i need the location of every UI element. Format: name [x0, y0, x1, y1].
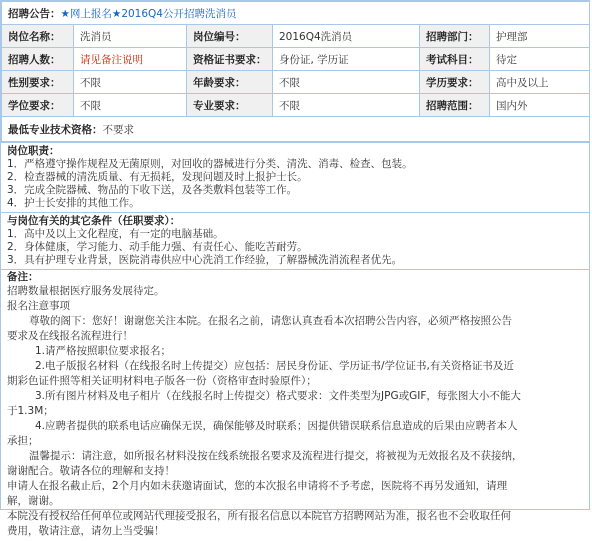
- header-row: [2, 2, 590, 25]
- exam-value: 待定: [490, 48, 590, 71]
- duties-title: 岗位职责：: [7, 145, 60, 157]
- major-label: 专业要求：: [187, 94, 273, 117]
- position-code-value: 2016Q4洗消员: [273, 25, 420, 48]
- education-value: 高中及以上: [490, 71, 590, 94]
- duty-item: 4．护士长安排的其他工作。: [7, 197, 140, 209]
- conditions-title: 与岗位有关的其它条件（任职要求）：: [7, 215, 181, 227]
- skill-label: 最低专业技术资格：: [8, 123, 103, 136]
- duty-item: 2．检查器械的清洗质量、有无损耗，发现问题及时上报护士长。: [7, 171, 308, 183]
- posting-title: ★网上报名★2016Q4公开招聘洗消员: [60, 7, 237, 20]
- duties-section: [1, 142, 589, 212]
- note-line: 解，谢谢。: [7, 495, 60, 507]
- age-value: 不限: [273, 71, 420, 94]
- note-line: 承担；: [7, 435, 39, 447]
- condition-item: 2．身体健康，学习能力、动手能力强、有责任心、能吃苦耐劳。: [7, 241, 308, 253]
- note-line: 1.请严格按照职位要求报名；: [35, 345, 172, 357]
- row-degree: [2, 94, 590, 117]
- education-label: 学历要求：: [420, 71, 490, 94]
- duty-item: 1．严格遵守操作规程及无菌原则，对回收的器械进行分类、清洗、消毒、检查、包装。: [7, 158, 413, 170]
- note-line: 费用，敬请注意，请勿上当受骗！: [7, 525, 165, 537]
- age-label: 年龄要求：: [187, 71, 273, 94]
- department-label: 招聘部门：: [420, 25, 490, 48]
- note-line: 期彩色证件照等相关证明材料电子版各一份（资格审查时验原件）；: [7, 375, 317, 387]
- scope-label: 招聘范围：: [420, 94, 490, 117]
- condition-item: 1．高中及以上文化程度，有一定的电脑基础。: [7, 228, 224, 240]
- note-line: 招聘数量根据医疗服务发展待定。: [7, 285, 165, 297]
- department-value: 护理部: [490, 25, 590, 48]
- note-line: 申请人在报名截止后，2个月内如未获邀请面试，您的本次报名申请将不予考虑，医院将不再另发通知，请理: [7, 480, 508, 492]
- degree-label: 学位要求：: [2, 94, 74, 117]
- row-headcount: [2, 48, 590, 71]
- note-line: 2.电子版报名材料（在线报名时上传提交）应包括：居民身份证、学历证书/学位证书,有关资格证书及近: [35, 360, 514, 372]
- position-code-label: 岗位编号：: [187, 25, 273, 48]
- exam-label: 考试科目：: [420, 48, 490, 71]
- row-skill: [2, 117, 590, 142]
- notes-section: [1, 269, 589, 541]
- posting-header: [2, 2, 590, 25]
- job-info-table: [1, 1, 590, 142]
- row-gender: [2, 71, 590, 94]
- major-value: 不限: [273, 94, 420, 117]
- headcount-value: 请见备注说明: [74, 48, 187, 71]
- note-line: 本院没有授权给任何单位或网站代理接受报名，所有报名信息以本院官方招聘网站为准，报名也不会收取任何: [7, 510, 511, 522]
- note-line: 于1.3M；: [7, 405, 54, 417]
- cert-value: 身份证, 学历证: [273, 48, 420, 71]
- note-line: 谢谢配合。敬请各位的理解和支持！: [7, 465, 175, 477]
- conditions-section: [1, 212, 589, 269]
- header-label: 招聘公告：: [8, 7, 61, 20]
- condition-item: 3．具有护理专业背景，医院消毒供应中心洗消工作经验，了解器械洗消流程者优先。: [7, 254, 403, 266]
- duty-item: 3．完成全院器械、物品的下收下送，及各类敷料包装等工作。: [7, 184, 298, 196]
- note-line: 报名注意事项: [7, 300, 70, 312]
- note-line: 要求及在线报名流程进行！: [7, 330, 133, 342]
- note-line: 4.应聘者提供的联系电话应确保无误，确保能够及时联系；因提供错误联系信息造成的后果由应聘者本人: [35, 420, 518, 432]
- headcount-label: 招聘人数：: [2, 48, 74, 71]
- gender-value: 不限: [74, 71, 187, 94]
- scope-value: 国内外: [490, 94, 590, 117]
- skill-value: 不要求: [102, 123, 134, 136]
- gender-label: 性别要求：: [2, 71, 74, 94]
- cert-label: 资格证书要求：: [187, 48, 273, 71]
- note-line: 尊敬的阁下：您好！谢谢您关注本院。在报名之前，请您认真查看本次招聘公告内容，必须严格按照公告: [29, 315, 512, 327]
- skill-requirement: [2, 117, 590, 142]
- position-name-value: 洗消员: [74, 25, 187, 48]
- notes-title: 备注：: [7, 271, 39, 283]
- row-position: [2, 25, 590, 48]
- note-line: 温馨提示：请注意，如所报名材料没按在线系统报名要求及流程进行提交，将被视为无效报名及不获接纳，: [29, 450, 523, 462]
- note-line: 3.所有图片材料及电子相片（在线报名时上传提交）格式要求：文件类型为JPG或GIF，每张图大小不能大: [35, 390, 521, 402]
- position-name-label: 岗位名称：: [2, 25, 74, 48]
- degree-value: 不限: [74, 94, 187, 117]
